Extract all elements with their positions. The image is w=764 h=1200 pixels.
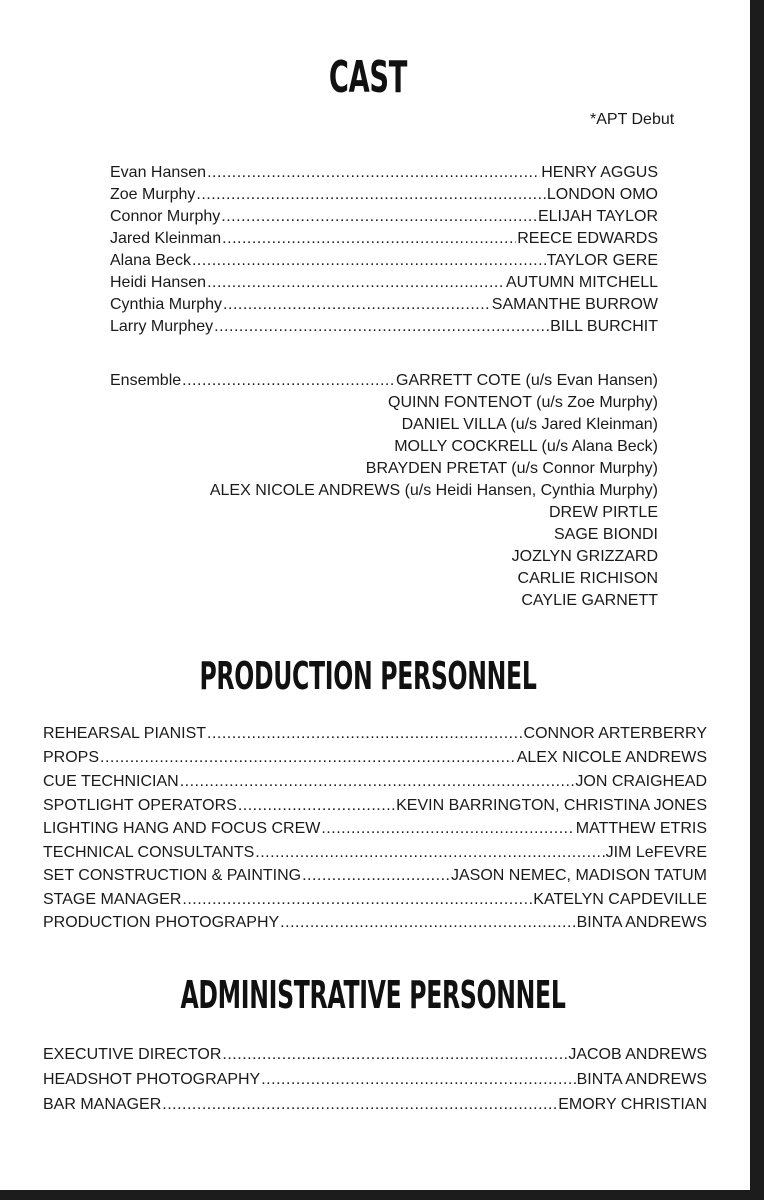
dot-leader [214, 316, 549, 338]
debut-note: *APT Debut [590, 111, 675, 128]
person-name: JIM LeFEVRE [605, 844, 707, 861]
role-name: HEADSHOT PHOTOGRAPHY [43, 1071, 261, 1088]
ensemble-member: SAGE BIONDI [553, 526, 658, 543]
cast-row [110, 228, 658, 250]
ensemble-list [110, 392, 658, 612]
person-name: EMORY CHRISTIAN [558, 1096, 707, 1113]
ensemble-label: Ensemble [110, 372, 182, 389]
ensemble-row [110, 370, 658, 392]
personnel-row [43, 771, 707, 793]
role-name: Jared Kleinman [110, 230, 222, 247]
role-name: Evan Hansen [110, 164, 207, 181]
dot-leader [100, 747, 516, 769]
dot-leader [223, 294, 491, 316]
personnel-row [43, 865, 707, 887]
personnel-row [43, 795, 707, 817]
dot-leader [261, 1069, 575, 1091]
ensemble-member: BRAYDEN PRETAT (u/s Connor Murphy) [365, 460, 658, 477]
person-name: BINTA ANDREWS [576, 1071, 707, 1088]
dot-leader [207, 723, 523, 745]
person-name: CONNOR ARTERBERRY [523, 725, 707, 742]
cast-row [110, 272, 658, 294]
cast-row [110, 206, 658, 228]
cast-row [110, 184, 658, 206]
dot-leader [192, 250, 546, 272]
role-name: Larry Murphey [110, 318, 214, 335]
dot-leader [196, 184, 546, 206]
role-name: Zoe Murphy [110, 186, 196, 203]
cast-row [110, 162, 658, 184]
ensemble-member: DREW PIRTLE [548, 504, 658, 521]
actor-name: SAMANTHE BURROW [491, 296, 658, 313]
dot-leader [207, 162, 540, 184]
ensemble-member: GARRETT COTE (u/s Evan Hansen) [396, 372, 658, 389]
personnel-row [43, 842, 707, 864]
personnel-row [43, 1094, 707, 1116]
personnel-row [43, 1069, 707, 1091]
role-name: SPOTLIGHT OPERATORS [43, 797, 237, 814]
ensemble-member: JOZLYN GRIZZARD [511, 548, 658, 565]
person-name: KEVIN BARRINGTON, CHRISTINA JONES [396, 797, 707, 814]
role-name: Alana Beck [110, 252, 191, 269]
role-name: Connor Murphy [110, 208, 221, 225]
ensemble-member: MOLLY COCKRELL (u/s Alana Beck) [394, 438, 658, 455]
dot-leader [321, 818, 574, 840]
actor-name: HENRY AGGUS [541, 164, 658, 181]
role-name: Cynthia Murphy [110, 296, 223, 313]
role-name: TECHNICAL CONSULTANTS [43, 844, 255, 861]
ensemble-member: ALEX NICOLE ANDREWS (u/s Heidi Hansen, Cynthia Murphy) [209, 482, 658, 499]
dot-leader [221, 206, 537, 228]
role-name: Heidi Hansen [110, 274, 207, 291]
role-name: SET CONSTRUCTION & PAINTING [43, 867, 302, 884]
role-name: LIGHTING HANG AND FOCUS CREW [43, 820, 321, 837]
dot-leader [182, 370, 395, 392]
ensemble-member: CAYLIE GARNETT [521, 592, 658, 609]
person-name: JACOB ANDREWS [568, 1046, 707, 1063]
ensemble-member: CARLIE RICHISON [517, 570, 658, 587]
role-name: STAGE MANAGER [43, 891, 182, 908]
dot-leader [255, 842, 604, 864]
actor-name: BILL BURCHIT [550, 318, 658, 335]
actor-name: TAYLOR GERE [546, 252, 658, 269]
person-name: ALEX NICOLE ANDREWS [516, 749, 707, 766]
role-name: CUE TECHNICIAN [43, 773, 179, 790]
personnel-row [43, 1044, 707, 1066]
dot-leader [222, 1044, 567, 1066]
dot-leader [238, 795, 395, 817]
person-name: MATTHEW ETRIS [575, 820, 707, 837]
dot-leader [280, 912, 575, 934]
role-name: PROPS [43, 749, 100, 766]
personnel-row [43, 889, 707, 911]
role-name: BAR MANAGER [43, 1096, 162, 1113]
personnel-row [43, 723, 707, 745]
production-heading: PRODUCTION PERSONNEL [199, 654, 537, 698]
role-name: REHEARSAL PIANIST [43, 725, 207, 742]
cast-row [110, 316, 658, 338]
role-name: PRODUCTION PHOTOGRAPHY [43, 914, 280, 931]
personnel-row [43, 818, 707, 840]
dot-leader [182, 889, 532, 911]
actor-name: ELIJAH TAYLOR [537, 208, 658, 225]
personnel-row [43, 912, 707, 934]
administrative-heading: ADMINISTRATIVE PERSONNEL [180, 973, 566, 1017]
person-name: JON CRAIGHEAD [575, 773, 707, 790]
ensemble-member: DANIEL VILLA (u/s Jared Kleinman) [401, 416, 658, 433]
ensemble-member: QUINN FONTENOT (u/s Zoe Murphy) [388, 394, 658, 411]
role-name: EXECUTIVE DIRECTOR [43, 1046, 222, 1063]
person-name: BINTA ANDREWS [576, 914, 707, 931]
person-name: JASON NEMEC, MADISON TATUM [450, 867, 707, 884]
dot-leader [207, 272, 505, 294]
cast-heading: CAST [328, 52, 408, 103]
cast-row [110, 250, 658, 272]
dot-leader [180, 771, 575, 793]
personnel-row [43, 747, 707, 769]
actor-name: LONDON OMO [546, 186, 658, 203]
actor-name: REECE EDWARDS [517, 230, 658, 247]
dot-leader [162, 1094, 557, 1116]
dot-leader [302, 865, 450, 887]
person-name: KATELYN CAPDEVILLE [533, 891, 707, 908]
cast-row [110, 294, 658, 316]
actor-name: AUTUMN MITCHELL [505, 274, 658, 291]
dot-leader [222, 228, 516, 250]
